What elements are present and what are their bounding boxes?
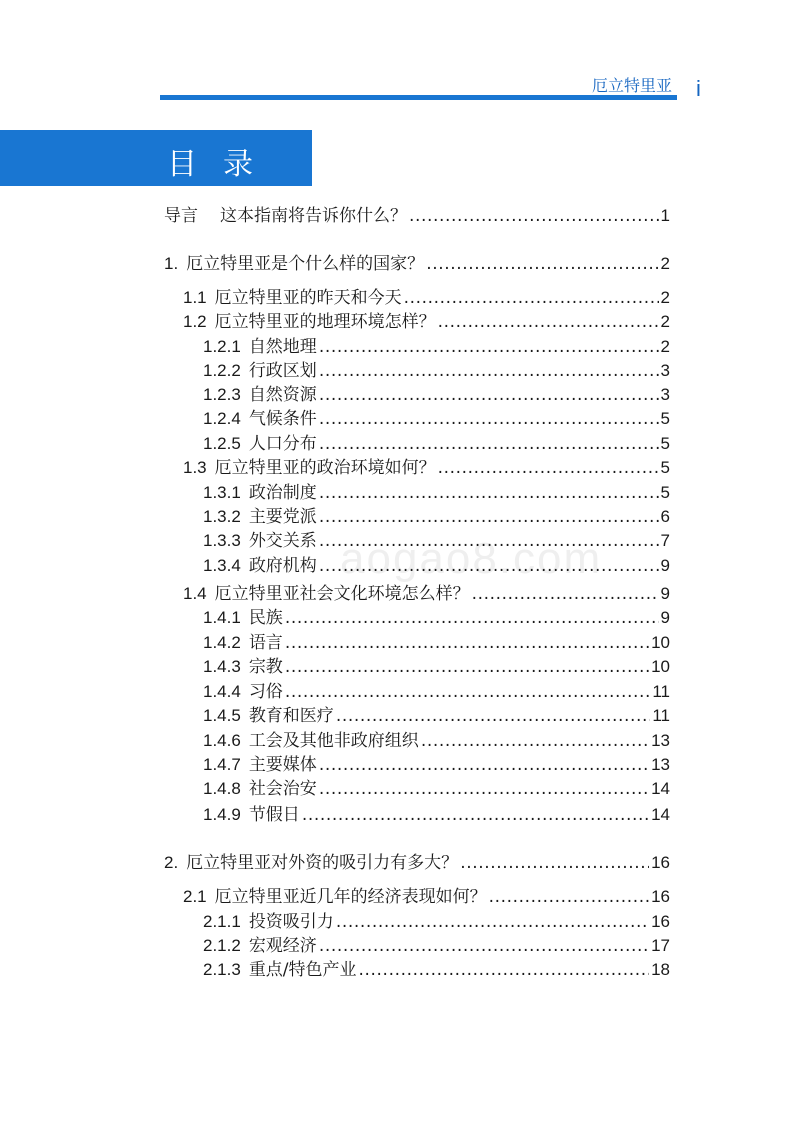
- toc-entry-label: 主要媒体: [248, 755, 317, 775]
- toc-entry[interactable]: [0, 457, 670, 479]
- toc-entry-number: 1.4.8: [203, 779, 241, 798]
- toc-entry-page: 11: [652, 682, 670, 701]
- toc-entry-label: 厄立特里亚社会文化环境怎么样？: [214, 584, 470, 604]
- toc-title: 目录: [167, 147, 279, 182]
- toc-entry[interactable]: [0, 754, 670, 776]
- toc-entry-label: 主要党派: [248, 507, 317, 527]
- toc-entry-page: 16: [651, 912, 670, 931]
- toc-entry-label: 政治制度: [248, 483, 317, 503]
- toc-entry-number: 1.3.2: [203, 507, 241, 526]
- toc-entry-number: 1.3: [183, 458, 207, 477]
- toc-entry-number: 1.4.1: [203, 608, 241, 627]
- toc-leader-dots: [319, 482, 659, 504]
- toc-entry-label: 习俗: [248, 682, 283, 702]
- toc-entry-label: 自然地理: [248, 337, 317, 357]
- toc-leader-dots: [319, 778, 649, 800]
- toc-leader-dots: [460, 852, 649, 874]
- toc-entry[interactable]: [0, 360, 670, 382]
- toc-leader-dots: [319, 555, 659, 577]
- toc-entry-page: 9: [660, 584, 670, 603]
- toc-entry-page: 9: [660, 608, 670, 627]
- toc-entry-page: 7: [660, 531, 670, 550]
- toc-entry-number: 2.: [164, 853, 179, 872]
- toc-entry-number: 1.3.3: [203, 531, 241, 550]
- toc-entry-page: 16: [651, 887, 670, 906]
- toc-entry-number: 1.1: [183, 288, 207, 307]
- page-number: i: [696, 76, 701, 101]
- running-header-title: 厄立特里亚: [591, 76, 672, 95]
- toc-leader-dots: [319, 433, 659, 455]
- toc-entry-label: 工会及其他非政府组织: [248, 731, 419, 751]
- watermark: aogao8.com: [340, 534, 603, 583]
- toc-entry-label: 人口分布: [248, 434, 317, 454]
- toc-entry-number: 1.2: [183, 312, 207, 331]
- toc-entry-label: 这本指南将告诉你什么？: [220, 206, 407, 226]
- toc-leader-dots: [285, 681, 651, 703]
- toc-entry[interactable]: [0, 705, 670, 727]
- toc-entry-page: 6: [660, 507, 670, 526]
- toc-entry-number: 1.4.5: [203, 706, 241, 725]
- toc-entry-number: 1.3.1: [203, 483, 241, 502]
- toc-entry-number: 1.3.4: [203, 556, 241, 575]
- toc-leader-dots: [319, 360, 659, 382]
- toc-entry[interactable]: [0, 583, 670, 605]
- toc-entry-number: 2.1.2: [203, 936, 241, 955]
- toc-entry[interactable]: [0, 205, 670, 227]
- toc-leader-dots: [404, 287, 659, 309]
- toc-leader-dots: [319, 530, 659, 552]
- toc-entry-page: 17: [651, 936, 670, 955]
- toc-entry-label: 语言: [248, 633, 283, 653]
- toc-entry-label: 宏观经济: [248, 936, 317, 956]
- toc-entry-number: 1.4.7: [203, 755, 241, 774]
- toc-entry-number: 1.4.3: [203, 657, 241, 676]
- toc-leader-dots: [319, 336, 659, 358]
- toc-entry-page: 1: [660, 206, 670, 225]
- toc-entry-label: 气候条件: [248, 409, 317, 429]
- toc-entry-page: 2: [660, 254, 670, 273]
- toc-entry-label: 民族: [248, 608, 283, 628]
- toc-entry-label: 节假日: [248, 805, 300, 825]
- toc-entry-page: 2: [660, 337, 670, 356]
- toc-entry[interactable]: [0, 530, 670, 552]
- toc-leader-dots: [438, 311, 659, 333]
- toc-entry-number: 1.2.1: [203, 337, 241, 356]
- toc-leader-dots: [285, 632, 649, 654]
- toc-leader-dots: [319, 935, 649, 957]
- toc-entry[interactable]: [0, 555, 670, 577]
- toc-entry[interactable]: [0, 311, 670, 333]
- toc-entry-page: 13: [651, 731, 670, 750]
- toc-entry-label: 厄立特里亚近几年的经济表现如何？: [214, 887, 487, 907]
- toc-entry-label: 教育和医疗: [248, 706, 334, 726]
- toc-entry[interactable]: [0, 804, 670, 826]
- toc-entry-number: 1.4.2: [203, 633, 241, 652]
- toc-entry[interactable]: [0, 253, 670, 275]
- toc-entry-number: 1.4.9: [203, 805, 241, 824]
- toc-entry-page: 5: [660, 483, 670, 502]
- toc-entry-label: 政府机构: [248, 556, 317, 576]
- toc-leader-dots: [336, 705, 651, 727]
- toc-entry[interactable]: [0, 886, 670, 908]
- toc-entry-label: 行政区划: [248, 361, 317, 381]
- toc-leader-dots: [421, 730, 649, 752]
- toc-entry[interactable]: [0, 911, 670, 933]
- toc-entry-number: 1.4.4: [203, 682, 241, 701]
- toc-entry[interactable]: [0, 287, 670, 309]
- toc-leader-dots: [336, 911, 649, 933]
- toc-leader-dots: [426, 253, 658, 275]
- toc-leader-dots: [472, 583, 659, 605]
- toc-entry-label: 厄立特里亚的昨天和今天: [214, 288, 402, 308]
- toc-entry-page: 16: [651, 853, 670, 872]
- toc-entry[interactable]: [0, 607, 670, 629]
- toc-entry[interactable]: [0, 656, 670, 678]
- toc-leader-dots: [319, 384, 659, 406]
- toc-entry-label: 宗教: [248, 657, 283, 677]
- toc-entry-page: 18: [651, 960, 670, 979]
- toc-entry[interactable]: [0, 730, 670, 752]
- toc-leader-dots: [302, 804, 649, 826]
- toc-entry[interactable]: [0, 778, 670, 800]
- toc-entry-number: 2.1.3: [203, 960, 241, 979]
- toc-entry-number: 1.2.5: [203, 434, 241, 453]
- toc-entry-page: 2: [660, 312, 670, 331]
- toc-entry[interactable]: [0, 935, 670, 957]
- toc-entry[interactable]: [0, 336, 670, 358]
- toc-entry-label: 重点/特色产业: [248, 960, 357, 980]
- toc-leader-dots: [409, 205, 659, 227]
- toc-entry-page: 10: [651, 633, 670, 652]
- toc-leader-dots: [319, 754, 649, 776]
- toc-entry[interactable]: [0, 384, 670, 406]
- toc-entry-page: 14: [651, 805, 670, 824]
- toc-entry-label: 投资吸引力: [248, 912, 334, 932]
- toc-entry-page: 3: [660, 361, 670, 380]
- toc-entry-label: 厄立特里亚是个什么样的国家？: [186, 254, 425, 274]
- toc-entry-number: 1.2.3: [203, 385, 241, 404]
- toc-entry-number: 1.2.2: [203, 361, 241, 380]
- toc-leader-dots: [285, 656, 649, 678]
- toc-entry-page: 10: [651, 657, 670, 676]
- toc-entry-page: 5: [660, 409, 670, 428]
- toc-banner: [0, 130, 312, 186]
- header-rule: [160, 95, 677, 100]
- toc-entry[interactable]: [0, 681, 670, 703]
- toc-entry[interactable]: [0, 433, 670, 455]
- toc-entry[interactable]: [0, 408, 670, 430]
- toc-entry-page: 13: [651, 755, 670, 774]
- toc-entry-page: 2: [660, 288, 670, 307]
- toc-entry-page: 5: [660, 434, 670, 453]
- toc-entry-label: 厄立特里亚的政治环境如何？: [214, 458, 436, 478]
- toc-leader-dots: [489, 886, 649, 908]
- toc-leader-dots: [285, 607, 659, 629]
- toc-entry-label: 厄立特里亚的地理环境怎样？: [214, 312, 436, 332]
- toc-entry-page: 11: [652, 706, 670, 725]
- toc-entry-number: 1.: [164, 254, 179, 273]
- toc-entry-page: 5: [660, 458, 670, 477]
- toc-entry-page: 9: [660, 556, 670, 575]
- toc-entry-label: 自然资源: [248, 385, 317, 405]
- toc-entry[interactable]: [0, 506, 670, 528]
- toc-entry-number: 2.1: [183, 887, 207, 906]
- toc-entry-number: 1.2.4: [203, 409, 241, 428]
- toc-leader-dots: [359, 959, 650, 981]
- toc-entry-number: 导言: [164, 206, 198, 225]
- toc-entry[interactable]: [0, 632, 670, 654]
- toc-entry-label: 外交关系: [248, 531, 317, 551]
- toc-entry-page: 3: [660, 385, 670, 404]
- toc-entry-label: 社会治安: [248, 779, 317, 799]
- toc-entry-number: 1.4: [183, 584, 207, 603]
- toc-entry[interactable]: [0, 959, 670, 981]
- toc-entry-page: 14: [651, 779, 670, 798]
- toc-entry-label: 厄立特里亚对外资的吸引力有多大？: [186, 853, 459, 873]
- toc-entry[interactable]: [0, 482, 670, 504]
- toc-entry-number: 1.4.6: [203, 731, 241, 750]
- toc-leader-dots: [319, 408, 659, 430]
- toc-entry[interactable]: [0, 852, 670, 874]
- toc-leader-dots: [438, 457, 659, 479]
- toc-leader-dots: [319, 506, 659, 528]
- toc-entry-number: 2.1.1: [203, 912, 241, 931]
